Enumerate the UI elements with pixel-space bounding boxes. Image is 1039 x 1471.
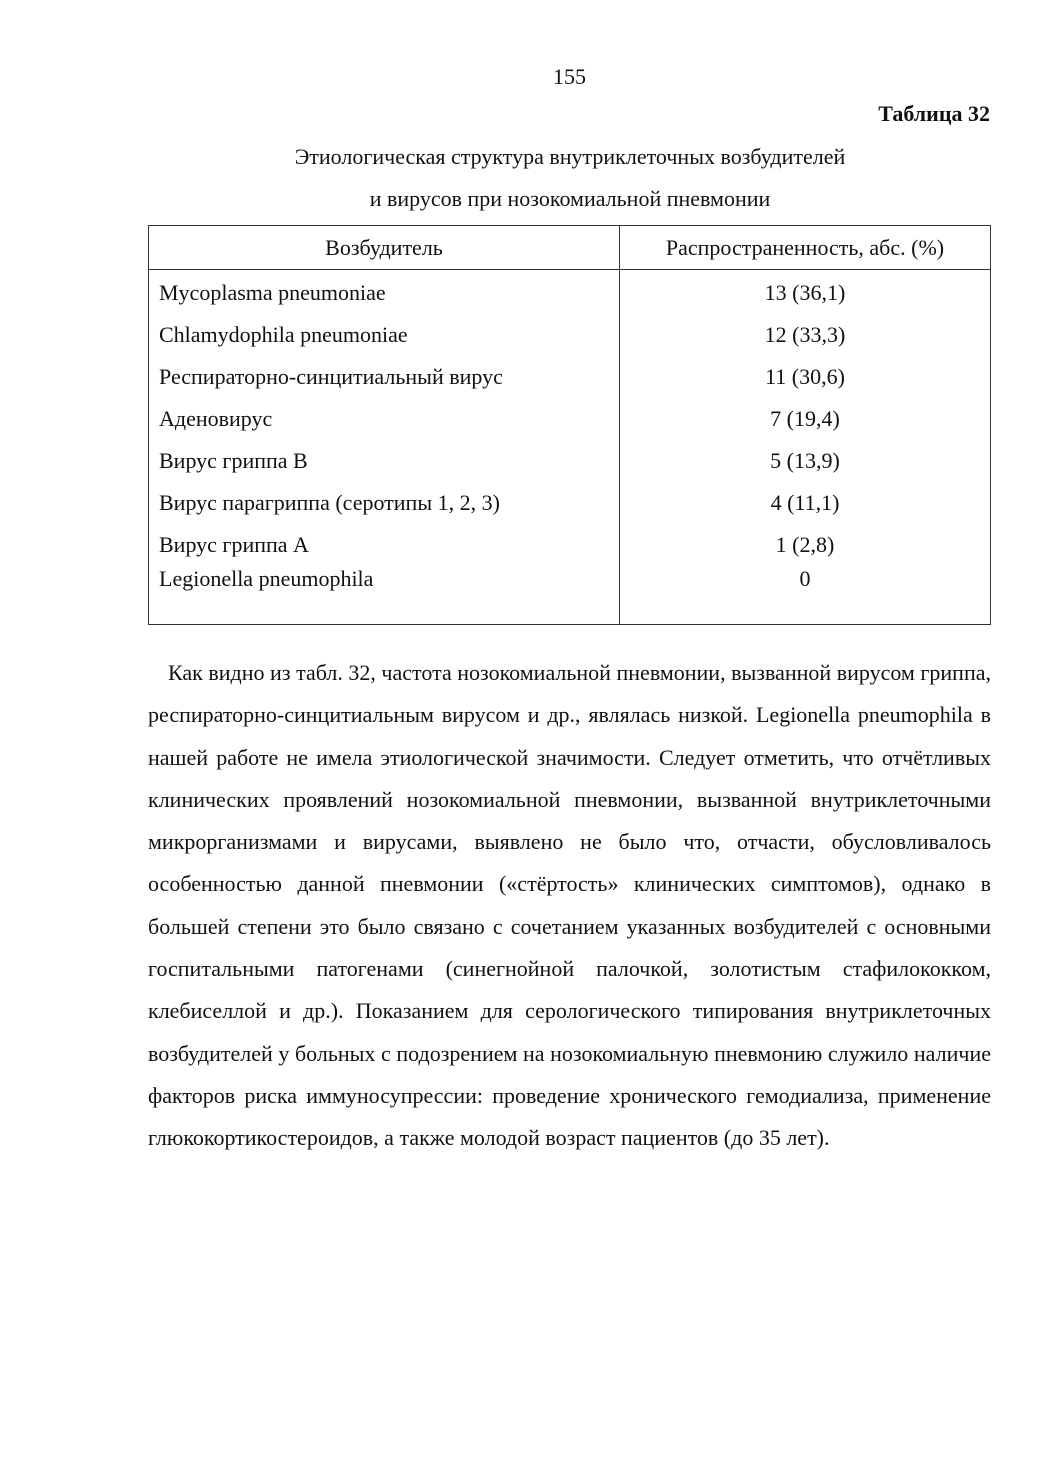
header-prevalence: Распространенность, абс. (%) <box>620 226 991 270</box>
table-row <box>149 398 991 440</box>
pathogen-name: Chlamydophila pneumoniae <box>149 314 620 356</box>
prevalence-value: 12 (33,3) <box>620 314 991 356</box>
prevalence-value: 0 <box>620 566 991 625</box>
pathogen-name: Вирус гриппа A <box>149 524 620 566</box>
prevalence-value: 13 (36,1) <box>620 270 991 315</box>
table-row <box>149 314 991 356</box>
table-row <box>149 524 991 566</box>
table-caption-line-2: и вирусов при нозокомиальной пневмонии <box>369 186 771 211</box>
table-caption-line-1: Этиологическая структура внутриклеточных возбудителей <box>294 144 846 169</box>
prevalence-value: 11 (30,6) <box>620 356 991 398</box>
body-paragraph: Как видно из табл. 32, частота нозокомиальной пневмонии, вызванной вирусом гриппа, респираторно-синцитиальным вирусом и др., являлась низкой. Legionella pneumophila в нашей работе не имела этиологической значимости. Следует отметить, что отчётливых клинических проявлений нозокомиальной пневмонии, вызванной внутриклеточными микрорганизмами и вирусами, выявлено не было что, отчасти, обусловливалось особенностью данной пневмонии («стёртость» клинических симптомов), однако в большей степени это было связано с сочетанием указанных возбудителей с основными госпитальными патогенами (синегнойной палочкой, золотистым стафилококком, клебиселлой и др.). Показанием для серологического типирования внутриклеточных возбудителей у больных с подозрением на нозокомиальную пневмонию служило наличие факторов риска иммуносупрессии: проведение хронического гемодиализа, применение глюкокортикостероидов, а также молодой возраст пациентов (до 35 лет). <box>148 660 991 1151</box>
pathogen-prevalence-table <box>148 225 991 625</box>
page-number: 155 <box>553 64 586 89</box>
pathogen-name: Респираторно-синцитиальный вирус <box>149 356 620 398</box>
prevalence-value: 4 (11,1) <box>620 482 991 524</box>
table-row <box>149 566 991 625</box>
table-row <box>149 440 991 482</box>
header-pathogen: Возбудитель <box>149 226 620 270</box>
pathogen-name: Вирус парагриппа (серотипы 1, 2, 3) <box>149 482 620 524</box>
prevalence-value: 1 (2,8) <box>620 524 991 566</box>
table-row <box>149 482 991 524</box>
table-header-row <box>149 226 991 270</box>
table-row <box>149 270 991 315</box>
prevalence-value: 7 (19,4) <box>620 398 991 440</box>
pathogen-name: Mycoplasma pneumoniae <box>149 270 620 315</box>
prevalence-value: 5 (13,9) <box>620 440 991 482</box>
table-label: Таблица 32 <box>878 101 990 126</box>
pathogen-name: Аденовирус <box>149 398 620 440</box>
pathogen-name: Вирус гриппа B <box>149 440 620 482</box>
pathogen-name: Legionella pneumophila <box>149 566 620 625</box>
table-row <box>149 356 991 398</box>
